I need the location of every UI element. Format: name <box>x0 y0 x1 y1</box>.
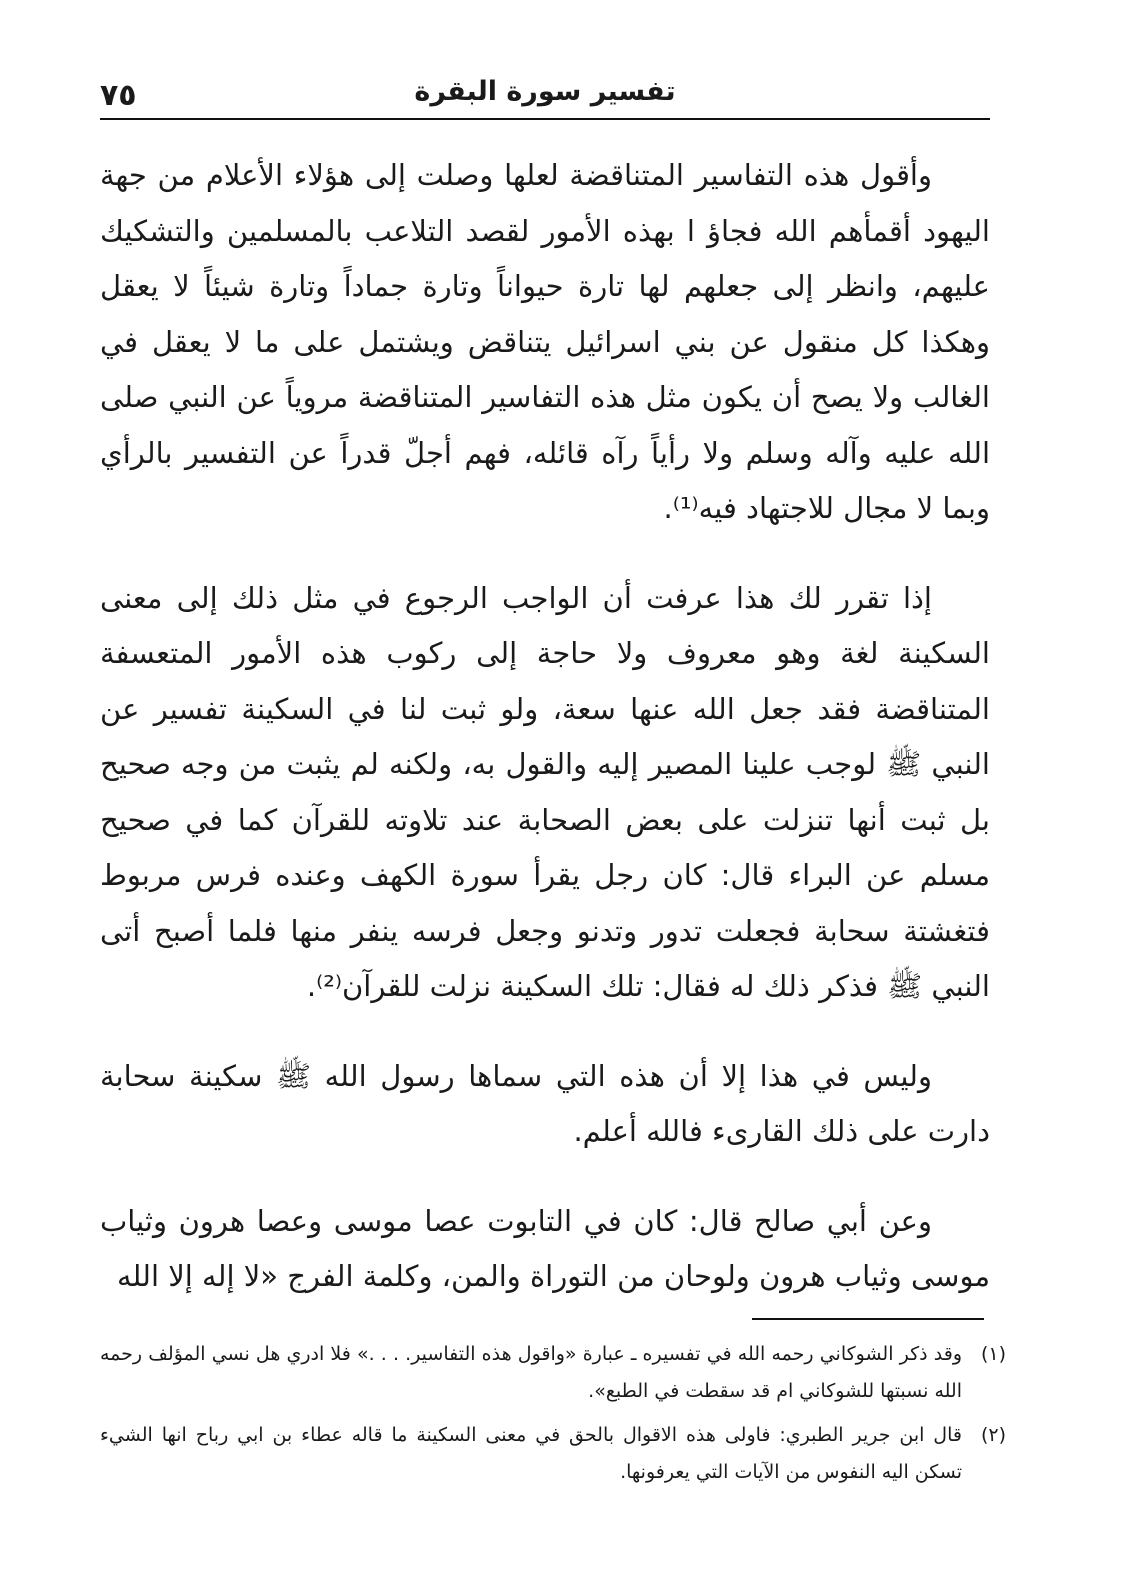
footnote-number: (٢) <box>980 1424 1006 1446</box>
footnote-number: (١) <box>980 1343 1006 1365</box>
footnote-text: قال ابن جرير الطبري: فاولى هذه الاقوال بالحق في معنى السكينة ما قاله عطاء بن ابي رباح انها الشيء تسكن اليه النفوس من الآيات التي يعرفونها. <box>100 1424 962 1483</box>
paragraph-4: وعن أبي صالح قال: كان في التابوت عصا موسى وعصا هرون وثياب موسى وثياب هرون ولوحان من التوراة والمن، وكلمة الفرج «لا إله إلا الله <box>100 1203 990 1293</box>
paragraph-1: وأقول هذه التفاسير المتناقضة لعلها وصلت إلى هؤلاء الأعلام من جهة اليهود أقمأهم الله فجاؤ ا بهذه الأمور لقصد التلاعب بالمسلمين والتشكيك عليهم، وانظر إلى جعلهم لها تارة حيواناً وتارة جماداً وتارة شيئاً لا يعقل وهكذا كل منقول عن بني اسرائيل يتناقض ويشتمل على ما لا يعقل في الغالب ولا يصح أن يكون مثل هذه التفاسير المتناقضة مروياً عن النبي صلى الله عليه وآله وسلم ولا رأياً رآه قائله، فهم أجلّ قدراً عن التفسير بالرأي وبما لا مجال للاجتهاد فيه⁽¹⁾. <box>100 158 990 525</box>
page-number: ٧٥ <box>100 78 137 113</box>
main-text <box>100 148 990 1339</box>
footnotes <box>100 1336 1006 1498</box>
page-header <box>100 72 990 120</box>
footnote-2 <box>100 1417 1006 1491</box>
footnote-separator <box>752 1318 984 1320</box>
footnote-text: وقد ذكر الشوكاني رحمه الله في تفسيره ـ عبارة «واقول هذه التفاسير. . . .» فلا ادري هل نسي المؤلف رحمه الله نسبتها للشوكاني ام قد سقطت في الطبع». <box>100 1343 962 1402</box>
paragraph-2: إذا تقرر لك هذا عرفت أن الواجب الرجوع في مثل ذلك إلى معنى السكينة لغة وهو معروف ولا حاجة إلى ركوب هذه الأمور المتعسفة المتناقضة فقد جعل الله عنها سعة، ولو ثبت لنا في السكينة تفسير عن النبي ﷺ لوجب علينا المصير إليه والقول به، ولكنه لم يثبت من وجه صحيح بل ثبت أنها تنزلت على بعض الصحابة عند تلاوته للقرآن كما في صحيح مسلم عن البراء قال: كان رجل يقرأ سورة الكهف وعنده فرس مربوط فتغشتة سحابة فجعلت تدور وتدنو وجعل فرسه ينفر منها فلما أصبح أتى النبي ﷺ فذكر ذلك له فقال: تلك السكينة نزلت للقرآن⁽²⁾. <box>100 580 990 1003</box>
paragraph-3: وليس في هذا إلا أن هذه التي سماها رسول الله ﷺ سكينة سحابة دارت على ذلك القارىء فالله أعلم. <box>100 1058 990 1148</box>
footnote-1 <box>100 1336 1006 1410</box>
running-title: تفسير سورة البقرة <box>414 76 676 107</box>
